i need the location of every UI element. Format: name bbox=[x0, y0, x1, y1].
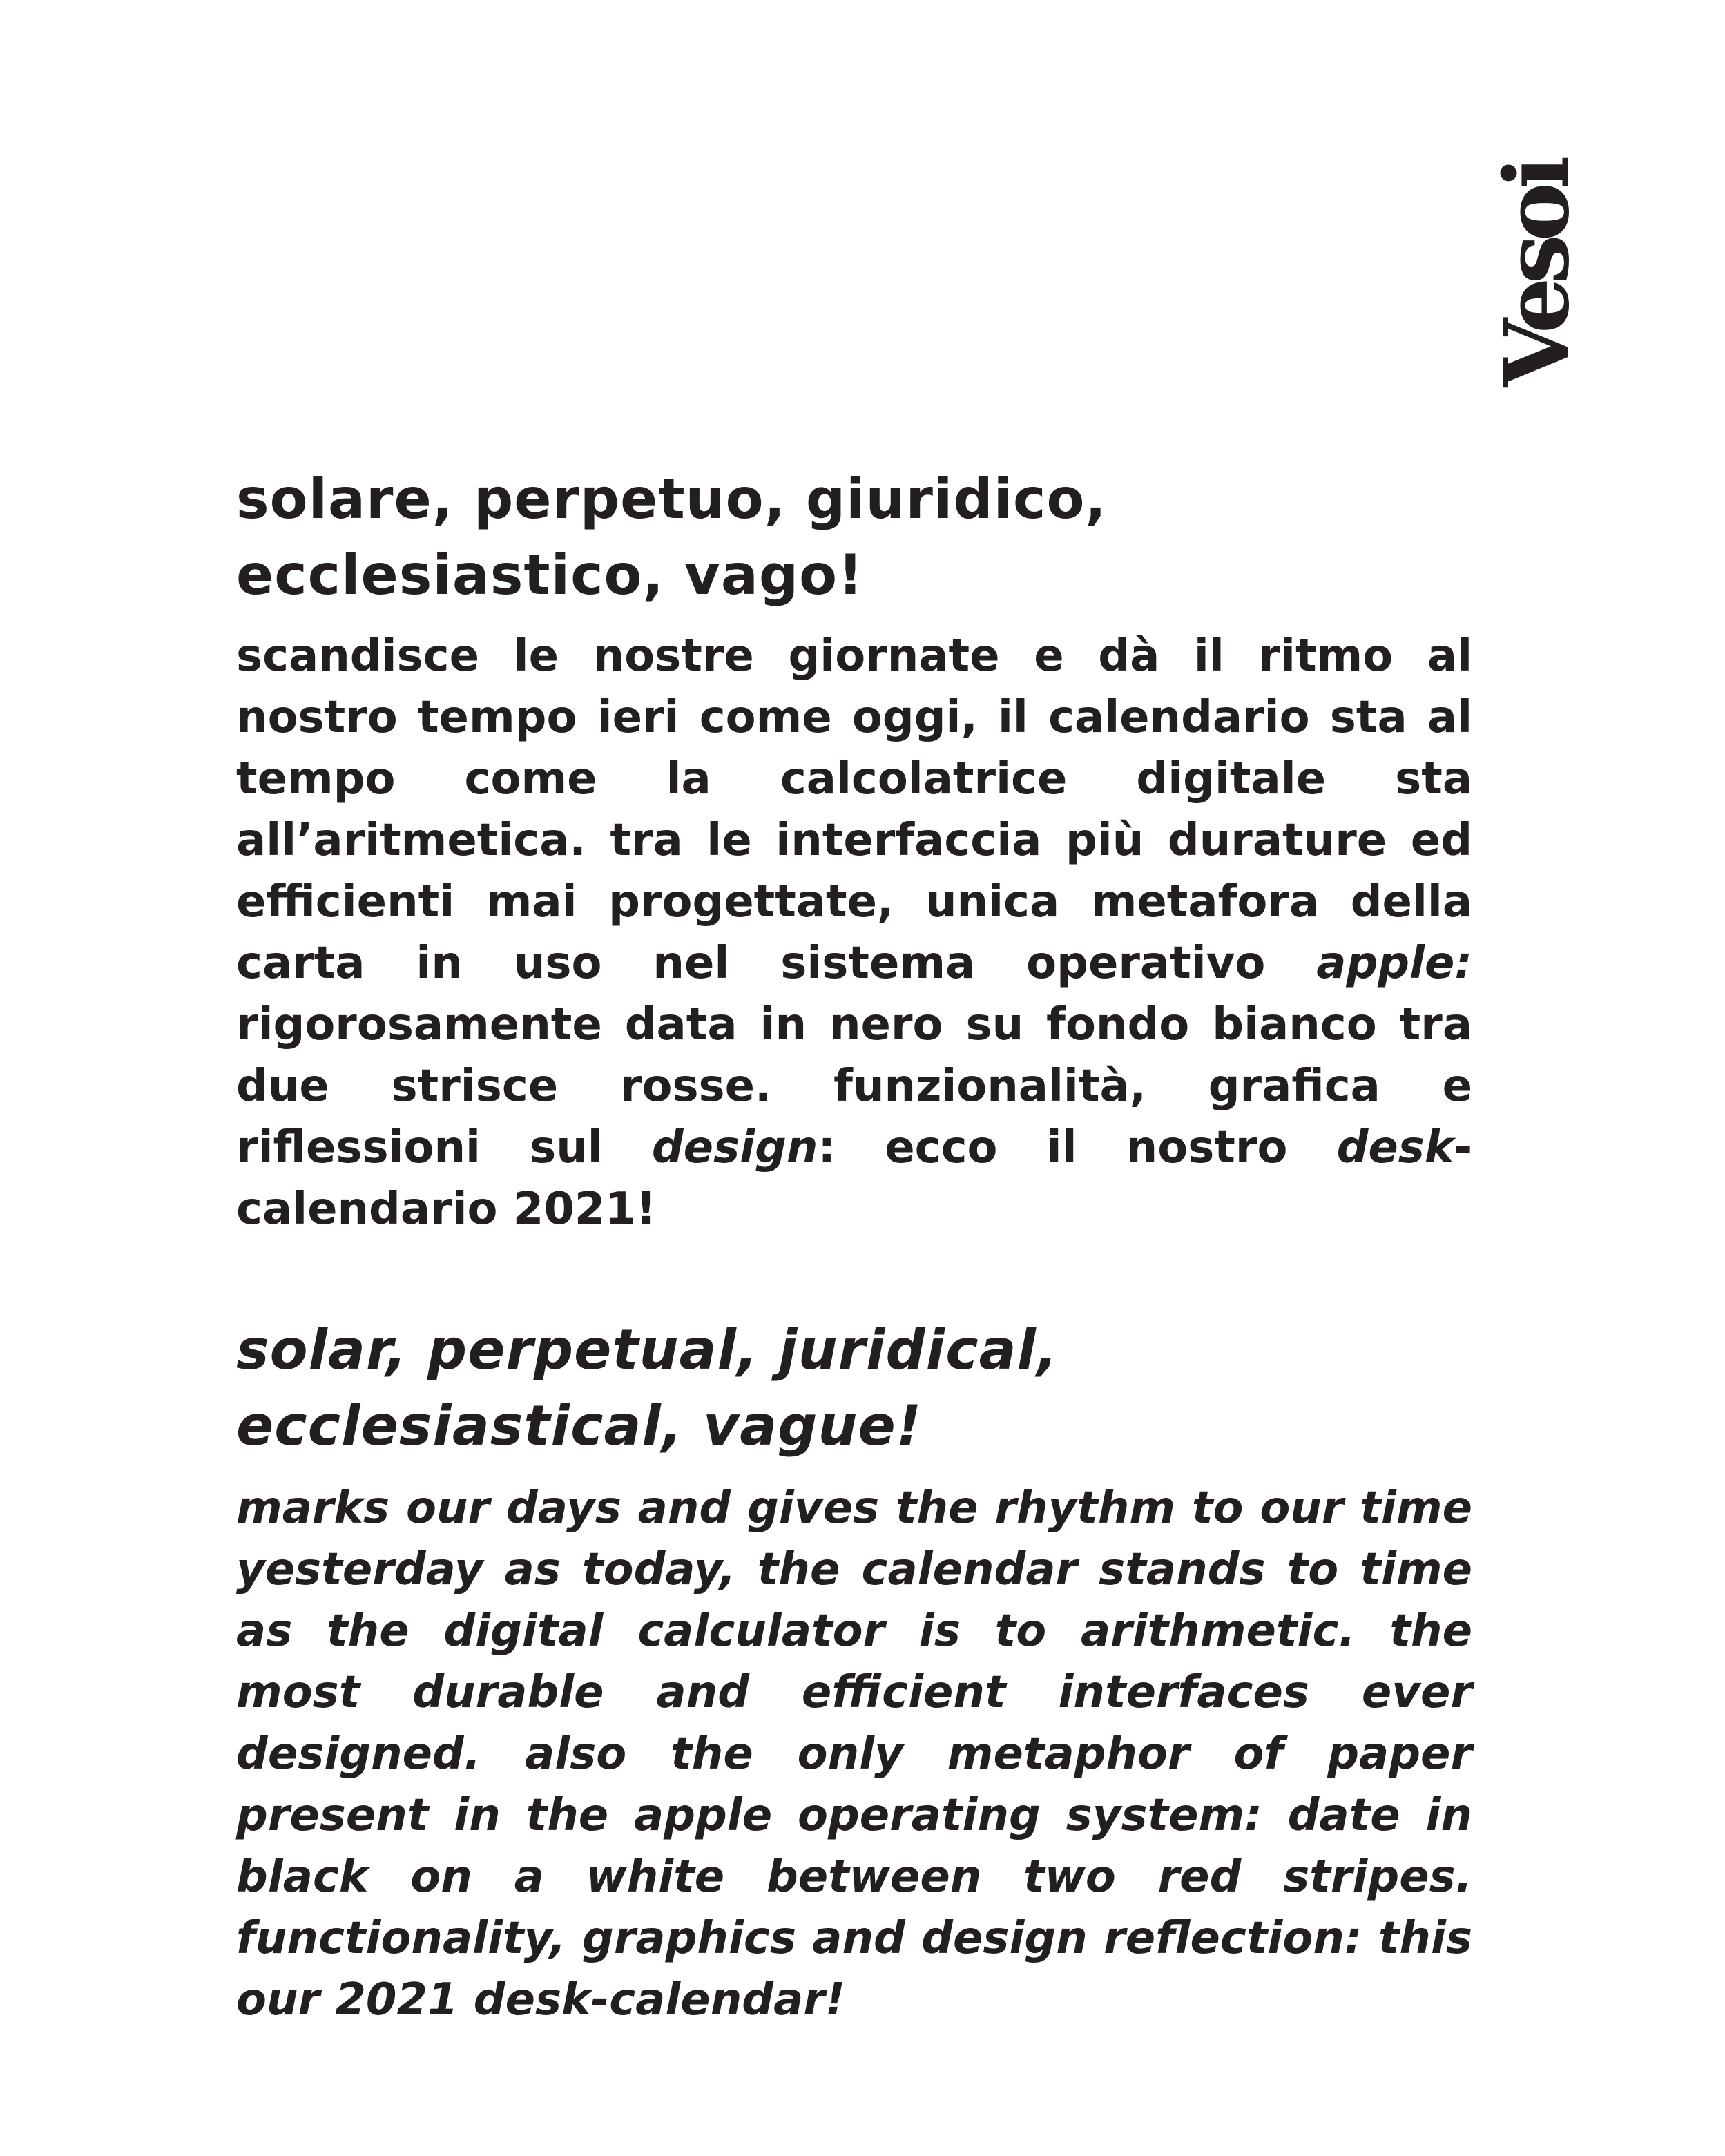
brand-logo bbox=[1485, 151, 1589, 399]
italian-body-part-3: : ecco il nostro bbox=[818, 1122, 1337, 1173]
english-heading-line-2: ecclesiastical, vague! bbox=[236, 1394, 923, 1458]
italian-body-em-design: design bbox=[651, 1122, 818, 1173]
italian-heading-line-1: solare, perpetuo, giuridico, bbox=[236, 467, 1107, 531]
english-heading-line-1: solar, perpetual, juridical, bbox=[236, 1318, 1059, 1382]
italian-body-part-1: scandisce le nostre giornate e dà il ritmo al nostro tempo ieri come oggi, il calendario sta al tempo come la calcolatrice digitale sta all’aritmetica. tra le interfaccia più durature ed efficienti mai progettate, unica metafora della carta in uso nel sistema operativo bbox=[236, 631, 1472, 989]
italian-body-part-4: -calendario 2021! bbox=[236, 1122, 1472, 1235]
italian-body-paragraph bbox=[236, 626, 1472, 1240]
italian-heading bbox=[236, 461, 1472, 613]
italian-body-part-2: rigorosamente data in nero su fondo bianco tra due strisce rosse. funzionalità, grafica e riflessioni sul bbox=[236, 999, 1472, 1173]
english-body-paragraph: marks our days and gives the rhythm to our time yesterday as today, the calendar stands to time as the digital calculator is to arithmetic. the most durable and efficient interfaces ever designed. also the only metaphor of paper present in the apple operating system: date in black on a white between two red stripes. functionality, graphics and design reflection: this our 2021 desk-calendar! bbox=[236, 1483, 1472, 2025]
italian-body-em-apple: apple: bbox=[1316, 938, 1472, 989]
english-section bbox=[236, 1312, 1472, 2031]
italian-heading-line-2: ecclesiastico, vago! bbox=[236, 543, 864, 607]
italian-section bbox=[236, 461, 1472, 1240]
english-heading bbox=[236, 1312, 1472, 1464]
italian-body-em-desk: desk bbox=[1336, 1122, 1454, 1173]
brand-logo-text: Vesoi bbox=[1485, 162, 1589, 387]
